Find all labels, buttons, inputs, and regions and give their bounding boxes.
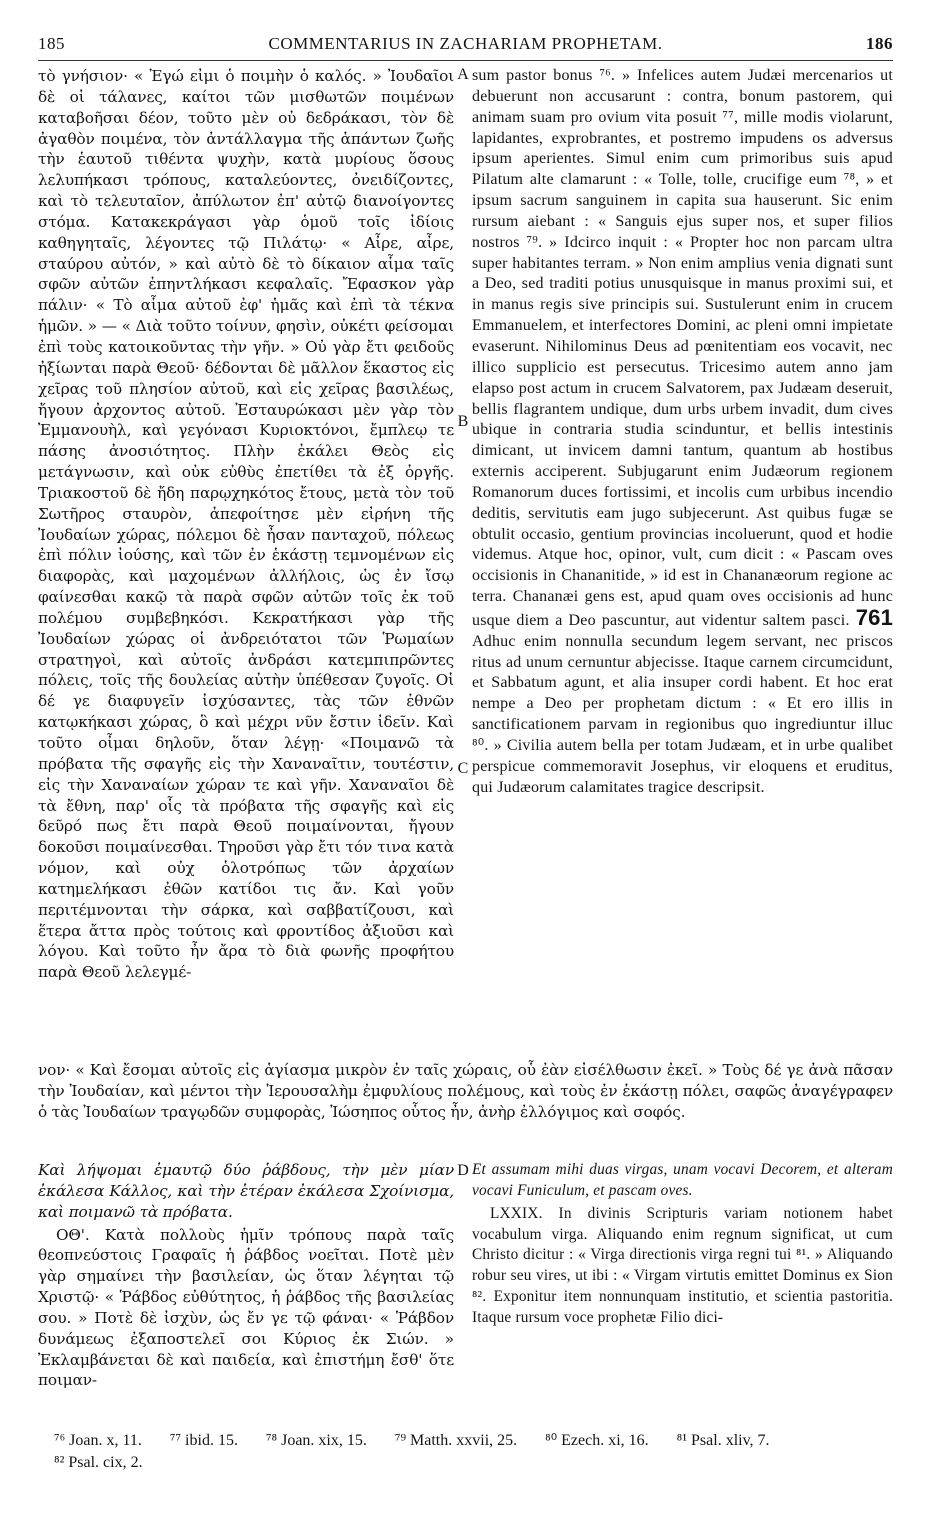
greek-section — [38, 1160, 454, 1412]
margin-marker-a: A — [457, 66, 469, 83]
latin-lemma: Et assumam mihi duas virgas, unam vocavi Decorem, et alteram vocavi Funiculum, et pascam oves. — [472, 1161, 893, 1199]
column-number: 761 — [855, 604, 893, 630]
greek-column — [38, 66, 454, 1116]
page-number-right: 186 — [866, 34, 893, 53]
footnote: ⁷⁷ ibid. 15. — [169, 1432, 238, 1449]
footnote: ⁸² Psal. cix, 2. — [54, 1454, 143, 1471]
greek-lemma: Καὶ λήψομαι ἐμαυτῷ δύο ῥάβδους, τὴν μὲν μίαν ἐκάλεσα Κάλλος, καὶ τὴν ἑτέραν ἐκάλεσα Σχοίνισμα, καὶ ποιμανῶ τὰ πρόβατα. — [38, 1161, 454, 1221]
latin-text-part-a: sum pastor bonus ⁷⁶. » Infelices autem Judæi mercenarios ut debuerunt non accusarunt : contra, bonum pastorem, qui animam suam pro ovium vita posuit ⁷⁷, mille modis violarunt, lapidantes, exprobrantes, et postremo impudens os adversus ipsum aperientes. Simul enim cum primoribus suis apud Pilatum alte clamarunt : « Tolle, tolle, crucifige eum ⁷⁸, » et ipsum sacrum sanguinem in capita sua hauserunt. Sic enim rursum aiebant : « Sanguis ejus super nos, et super filios nostros ⁷⁹. » Idcirco inquit : « Propter hoc non parcam ultra super habitantes terram. » Non enim amplius venia dignati sunt a Deo, sed traditi potius unusquisque in manus proximi sui, et in manus regis sive principis sui. Sustulerunt enim in crucem Emmanuelem, et interfectores Domini, ac pleni omni impietate evaserunt. Nihilominus Deus ad pœnitentiam eos vocavit, nec illico supplicio est persecutus. Tricesimo autem anno jam elapso post actum in crucem Salvatorem, pax Judæam deseruit, bellis flagrantem undique, dum urbs urbem invadit, dum cives ubique in contraria studia scinduntur, et bellis intestinis dimicant, ut invicem damni tantum, quantum ab hostibus externis acciperent. Subjugarunt enim Judæorum regionem Romanorum duces fortissimi, et incolis cum urbibus incendio deditis, servitutis eam jugo subjecerunt. Ast quibus fugæ se obtulit occasio, gentium provincias incoluerunt, quod et hodie videmus. Atque hoc, opinor, vult, cum dicit : « Pascam oves occisionis in Chananitide, » id est in Chananæorum regione ac terra. Chananæi gens est, apud quam oves occisionis ad hunc usque diem a Deo pascuntur, aut videntur saltem pasci. — [472, 67, 893, 629]
footnotes — [54, 1430, 893, 1476]
margin-marker-c: C — [457, 760, 469, 777]
latin-section — [472, 1160, 893, 1412]
latin-text-part-b: Adhuc enim nonnulla secundum legem servant, nec priscos ritus ad unum cernuntur abjecisse. Itaque carnem circumcidunt, et Sabbatum agunt, et alia insuper cordi habent. Et hoc erat nempe a Deo per prophetam dictum : « Et ero illis in sanctificationem parvam in regionibus quo ingrediuntur illuc ⁸⁰. » Civilia autem bella per totam Judæam, et in urbe qualibet perspicue commemoravit Josephus, vir eloquens et eruditus, qui Judæorum calamitates tragice descripsit. — [472, 632, 893, 796]
header-rule — [38, 60, 893, 61]
footnote-line-2 — [54, 1452, 893, 1474]
running-head — [38, 34, 893, 60]
footnote: ⁷⁹ Matth. xxvii, 25. — [394, 1432, 518, 1449]
greek-column-text: τὸ γνήσιον· « Ἐγώ εἰμι ὁ ποιμὴν ὁ καλός. » Ἰουδαῖοι δὲ οἱ τάλανες, καίτοι τῶν μισθωτῶν ποιμένων καταβοῆσαι δέον, τοῦτο μὲν οὐ δεδράκασι, τὸν δὲ ἀγαθὸν ποιμένα, τὸν ἀντάλλαγμα τῆς ἁπάντων ζωῆς τὴν ἑαυτοῦ τιθέντα ψυχὴν, κατὰ μυρίους ὅσους λελυπήκασι τρόπους, καταλεύοντες, ὀνειδίζοντες, καὶ τὸ τελευταῖον, ἀπύλωτον ἐπ' αὐτῷ διανοίγοντες στόμα. Κατακεκράγασι γὰρ ὁμοῦ τοῖς ἰδίοις καθηγηταῖς, λέγοντες τῷ Πιλάτῳ· « Αἶρε, αἶρε, σταύρου αὐτόν, » καὶ αὐτὸ δὲ τὸ δίκαιον αἷμα ταῖς σφῶν αὐτῶν ἐπηντλήκασι κεφαλαῖς. Ἔφασκον γὰρ πάλιν· « Τὸ αἷμα αὐτοῦ ἐφ' ἡμᾶς καὶ ἐπὶ τὰ τέκνα ἡμῶν. » — « Διὰ τοῦτο τοίνυν, φησὶν, οὐκέτι φείσομαι ἐπὶ τοὺς κατοικοῦντας τὴν γῆν. » Οὐ γὰρ ἔτι φειδοῦς ἠξίωνται παρὰ Θεοῦ· δέδονται δὲ μᾶλλον ἕκαστος εἰς χεῖρας τοῦ πλησίον αὐτοῦ, καὶ εἰς χεῖρας βασιλέως, ἤγουν ἀρχοντος αὐτοῦ. Ἐσταυρώκασι μὲν γὰρ τὸν Ἐμμανουὴλ, καὶ γεγόνασι Κυριοκτόνοι, ἔμπλεῳ τε πάσης ἀνοσιότητος. Πλὴν ἐκάλει Θεὸς εἰς μετάγνωσιν, καὶ οὐκ εὐθὺς ἐπετίθει τὰ ἐξ ὀργῆς. Τριακοστοῦ δὲ ἤδη παρῳχηκότος ἔτους, μετὰ τὸν τοῦ Σωτῆρος σταυρὸν, ἀπεφοίτησε μὲν εἰρήνη τῆς Ἰουδαίων χώρας, πόλεμοι δὲ ἦσαν πανταχοῦ, πόλεως ἐπὶ πόλιν ἰούσης, καὶ τῶν ἐν ἑκάστῃ τεμνομένων εἰς διαφορὰς, καὶ μαχομένων ἀλλήλοις, ὡς ἐν ἴσῳ φαίνεσθαι κακῷ τὰ παρὰ σφῶν αὐτῶν τοῖς ἐκ τοῦ πολέμου συμβεβηκόσι. Κεκρατήκασι γὰρ τῆς Ἰουδαίων χώρας οἱ ἀνδρειότατοι τῶν Ῥωμαίων στρατηγοὶ, καὶ αὐτοῖς ἀνδράσι κατεμπιπρῶντες πόλεις, τοῖς τῆς δουλείας αὐτὴν ὑπέθεσαν ζυγοῖς. Οἱ δέ γε διαφυγεῖν ἰσχύσαντες, τὰς τῶν ἐθνῶν κατῳκήκασι χώρας, ὃ καὶ μέχρι νῦν ἔστιν ἰδεῖν. Καὶ τοῦτο οἶμαι δηλοῦν, ὅταν λέγῃ· «Ποιμανῶ τὰ πρόβατα τῆς σφαγῆς εἰς τὴν Χαναναῖτιν, τουτέστιν, εἰς τὴν Χαναναίων χώραν τε καὶ γῆν. Χαναναῖοι δὲ τὰ ἔθνη, παρ' οἷς τὰ πρόβατα τῆς σφαγῆς καὶ εἰς δεῦρό πως ἔτι παρὰ Θεοῦ ποιμαίνονται, ἤγουν δοκοῦσι ποιμαίνεσθαι. Τηροῦσι γὰρ ἔτι τόν τινα κατὰ νόμον, καὶ οὐχ ὁλοτρόπως τῶν ἀρχαίων κατημελήκασι ἐθῶν κατίδοι τις ἄν. Καὶ γοῦν περιτέμνονται τὴν σάρκα, καὶ σαββατίζουσι, καὶ ἕτερα ἄττα πρὸς τούτοις καὶ φροντίδος ἀξιοῦσι καὶ λόγου. Καὶ τοῦτο ἦν ἄρα τὸ διὰ φωνῆς προφήτου παρὰ Θεοῦ λελεγμέ- — [38, 67, 454, 982]
footnote: ⁸¹ Psal. xliv, 7. — [676, 1432, 770, 1449]
footnote-line-1 — [54, 1430, 893, 1452]
running-title: COMMENTARIUS IN ZACHARIAM PROPHETAM. — [268, 34, 663, 53]
latin-column-text — [472, 66, 893, 799]
margin-marker-d: D — [457, 1162, 469, 1179]
greek-fullwidth-text: νον· « Καὶ ἔσομαι αὐτοῖς εἰς ἁγίασμα μικρὸν ἐν ταῖς χώραις, οὗ ἐὰν εἰσέλθωσιν ἐκεῖ. » Τοὺς δέ γε ἀνὰ πᾶσαν τὴν Ἰουδαίαν, καὶ μέντοι τὴν Ἱερουσαλὴμ ἐμφυλίους πολέμους, καὶ τοὺς ἐν ἑκάστῃ πόλει, σαφῶς ἀναγέγραφεν ὁ τὰς Ἰουδαίων τραγῳδῶν συμφορὰς, Ἰώσηπος οὗτος ἦν, ἀνὴρ ἐλλόγιμος καὶ σοφός. — [38, 1061, 893, 1121]
greek-commentary: ΟΘ'. Κατὰ πολλοὺς ἡμῖν τρόπους παρὰ ταῖς θεοπνεύστοις Γραφαῖς ἡ ῥάβδος νοεῖται. Ποτὲ μὲν γὰρ σημαίνει τὴν βασιλείαν, ὡς ὅταν λέγηται τῷ Χριστῷ· « Ῥάβδος εὐθύτητος, ἡ ῥάβδος τῆς βασιλείας σου. » Ποτὲ δὲ ἰσχὺν, ὡς ἔν γε τῷ φάναι· « Ῥάβδον δυνάμεως ἐξαποστελεῖ σοι Κύριος ἐκ Σιών. » Ἐκλαμβάνεται δὲ καὶ παιδεία, καὶ ἐπιστήμη ἔσθ' ὅτε ποιμαν- — [38, 1225, 454, 1390]
footnote: ⁸⁰ Ezech. xi, 16. — [545, 1432, 649, 1449]
margin-marker-b: B — [457, 413, 469, 430]
footnote: ⁷⁸ Joan. xix, 15. — [265, 1432, 367, 1449]
latin-column — [472, 66, 893, 1116]
latin-commentary: LXXIX. In divinis Scripturis variam notionem habet vocabulum virga. Aliquando enim regnum significat, ut cum Christo dicitur : « Virga directionis virga regni tui ⁸¹. » Aliquando robur seu vires, ut ibi : « Virgam virtutis emittet Dominus ex Sion ⁸². Exponitur item nonnunquam institutio, et scientia pastoritia. Itaque rursum voce prophetæ Filio dici- — [472, 1204, 893, 1326]
greek-fullwidth-block — [38, 1060, 893, 1144]
page-number-left: 185 — [38, 34, 65, 53]
footnote: ⁷⁶ Joan. x, 11. — [54, 1432, 142, 1449]
